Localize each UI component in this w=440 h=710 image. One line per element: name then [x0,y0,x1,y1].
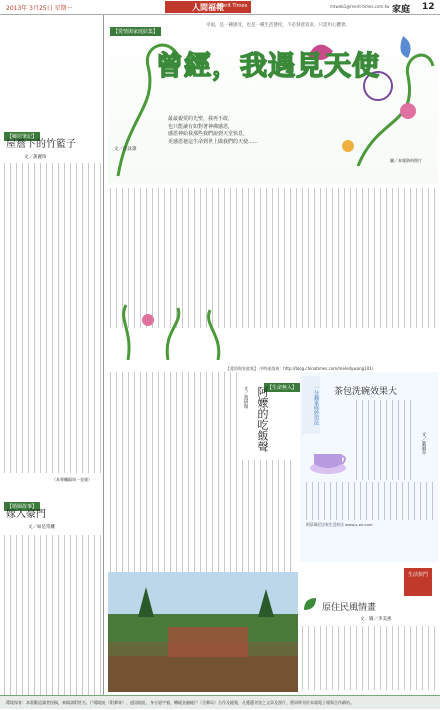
story-tag: 【生命無入】 [264,374,300,393]
left-column [4,15,104,695]
feature-title: 曾經，我遇見天使 [156,51,380,82]
plant-illustration [108,300,258,360]
column-divider [103,15,104,695]
feature-quote: 最最親愛的先聖，我再不敢， 也只能讓有如對著神佛感恩， 感恩神給我那些我們說到天堂快息， 更感恩祂這生命到世上做我們的天使…… [168,116,259,145]
photo-tag: 生活快門 [404,568,432,596]
story-body-right [242,460,296,572]
photo-story-title: 原住民風情畫 [322,603,377,613]
village-photo [108,572,298,692]
photo-story-author: 文．圖／李美惠 [360,617,392,622]
tips-box [300,372,438,562]
book-credit: 阿蒂瑪尼居家生活妙法 www.s-ex.com [306,522,373,527]
leaf-icon [302,596,318,612]
tips-tag: 一分鐘家庭妙用法 [302,376,320,434]
tips-body [356,400,416,480]
article-body-bamboo-basket [4,163,102,473]
article-author: 文／如是常離 [28,525,55,530]
page-header [0,0,440,15]
column-tag-rural: 【鄉居筆記】 [4,123,40,142]
blog-url-line: 【愛情與家庭集】 中時部落格：http://blog.chinatimes.com/melodywang101/ [226,366,374,371]
article-title-bamboo-basket: 屋簷下的竹籃子 [6,139,76,150]
story-title-grandma: 阿嬤的吃飯聲 [256,386,269,452]
photo-story-body [302,626,436,690]
feature-illustration [108,16,438,184]
article-body-marriage [4,535,102,705]
contact-email: mtweb1@merit-times.com.tw [330,4,390,9]
tips-title: 茶包洗碗效果大 [334,387,398,397]
tips-body-lower [306,482,434,520]
story-author: 文／蒸研瑞 [243,386,248,409]
tips-author: 文／葉淑芬 [421,432,426,455]
illustration-credit: 圖／本報資料照片 [390,158,422,163]
issue-date: 2013年 3月25日 星期一 [6,5,73,12]
story-body-left [110,372,238,572]
teacup-icon [306,436,350,480]
column-tag-marriage: 【婚姻故事】 [4,493,40,512]
article-author: 文／黃麗珍 [24,155,47,160]
feature-subtitle: 幸福，是一種感受，也是一種生活態度，不必刻意追求，只需用心體會。 [206,23,350,28]
section-name: 家庭 [392,5,411,15]
page-number: 12 [422,2,435,12]
newspaper-logo-en: Merit Times [218,3,248,9]
newspaper-logo: 人間福報 [165,1,251,13]
column-note: （本專欄隔周一見報） [52,477,92,482]
article-title-marriage: 嫁入豪門 [6,509,46,520]
feature-banner [108,16,438,184]
feature-tag: 【愛情與家庭結集】 [110,18,161,37]
feature-author: 文／汪詠黛 [114,147,137,152]
submission-footer: 環境保育：本版歡迎讀者投稿，來稿請附姓名、戶籍地址（附郵寄）、通訊地址、身分證字號、轉帳金融帳戶（含郵局）合作及帳號，凡獲選刊登之文章及照片，將同時刊於本報電子報與合作網站。 [0,695,440,709]
